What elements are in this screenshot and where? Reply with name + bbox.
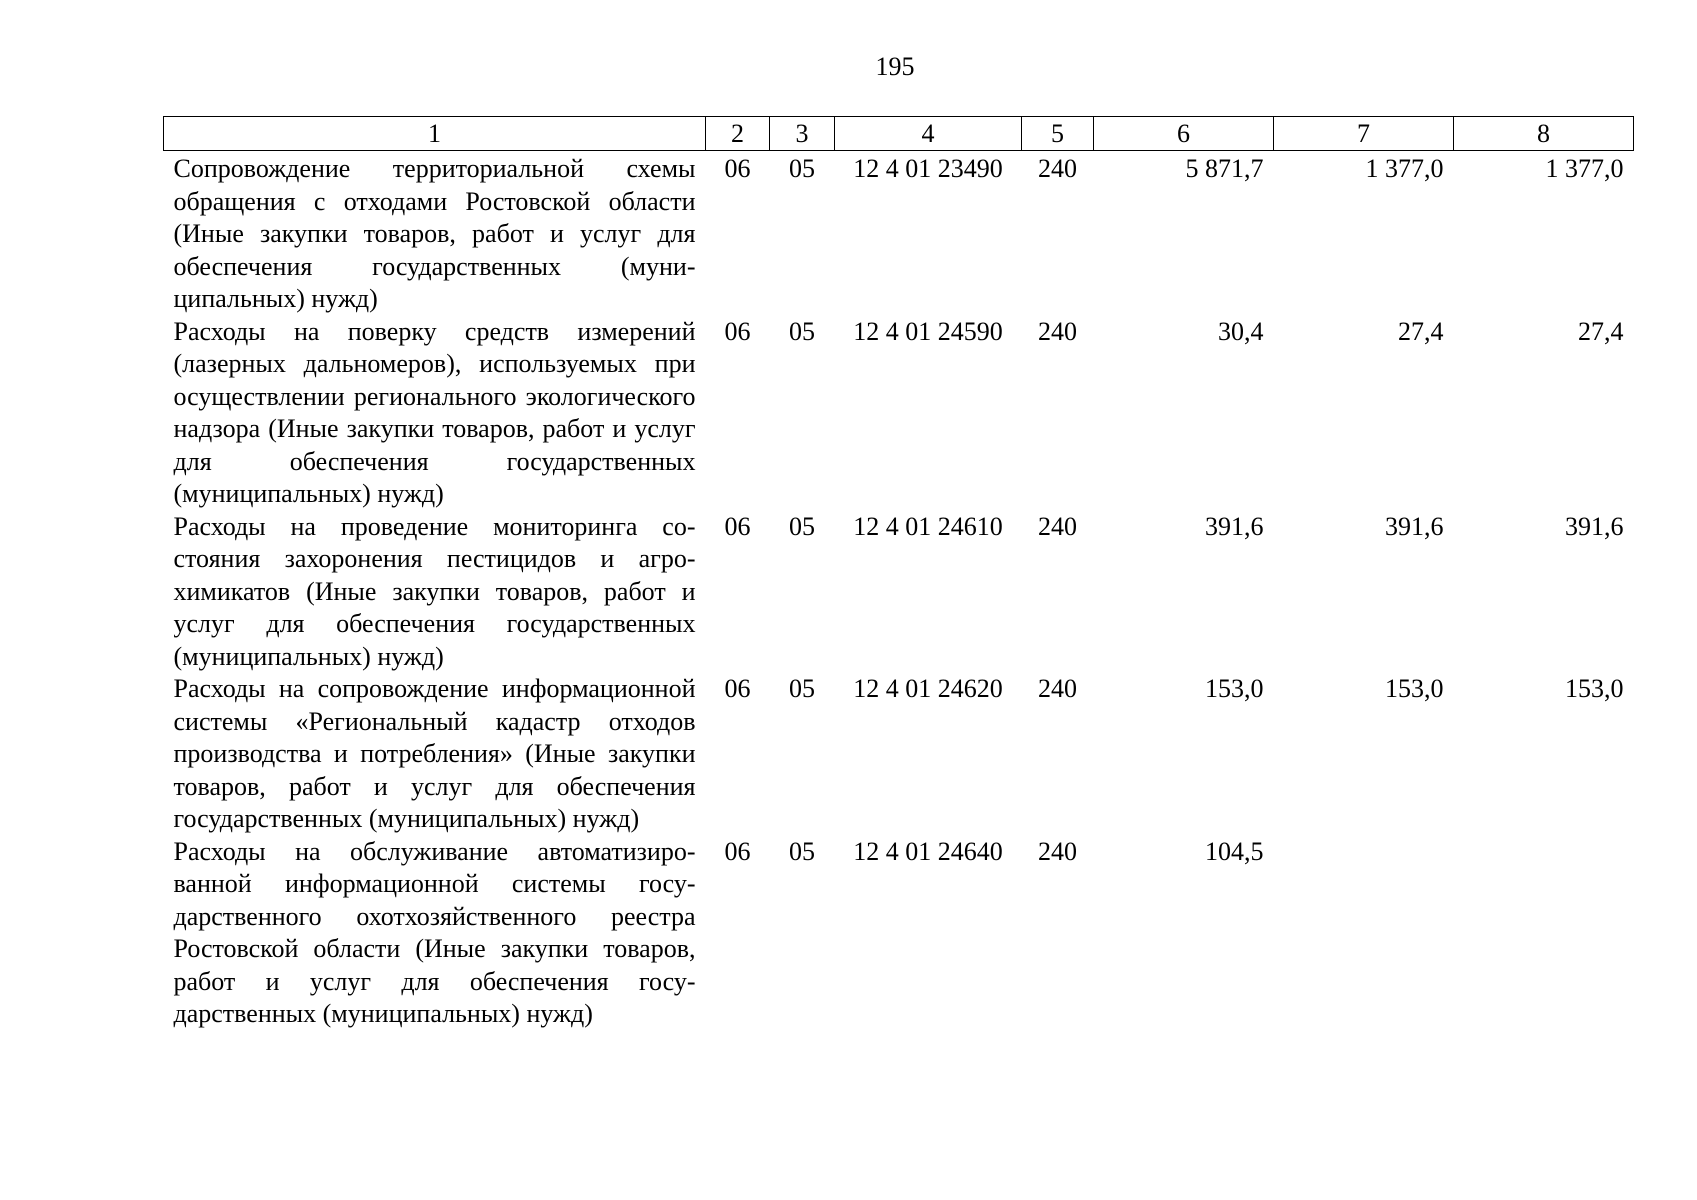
column-header: 8 (1454, 117, 1634, 151)
row-description: Расходы на поверку средств измерений (лазерных дальномеров), используемых при осуществлении регионального экологического надзора (Иные закупки товаров, работ и услуг для обеспечения государственных (муниципальных) нужд) (173, 316, 696, 508)
amount-col7 (1274, 836, 1454, 1031)
table-row (164, 151, 1634, 316)
row-description: Расходы на сопровождение информационной системы «Региональный кадастр отходов производства и потребления» (Иные закупки товаров, работ и услуг для обеспечения государственных (муниципальных) нужд) (173, 674, 696, 833)
amount-col7: 1 377,0 (1365, 154, 1444, 183)
expense-type-code: 240 (1038, 154, 1077, 183)
row-description: Расходы на проведение мониторинга состояния захоронения пестицидов и агрохимикатов (Иные закупки товаров, работ и услуг для обеспечения государственных (муниципальных) нужд) (173, 511, 696, 671)
column-header: 2 (706, 117, 770, 151)
column-header: 4 (835, 117, 1022, 151)
table-row (164, 511, 1634, 674)
column-header: 7 (1274, 117, 1454, 151)
subsection-code: 05 (789, 836, 815, 866)
row-description: Расходы на обслуживание автоматизированной информационной системы государственного охотхозяйственного реестра Ростовской области (Иные закупки товаров, работ и услуг для обеспечения государственных (муниципальных) нужд) (173, 836, 696, 1028)
subsection-code: 05 (789, 674, 815, 703)
target-article-code: 12 4 01 24610 (853, 511, 1003, 541)
column-header: 1 (164, 117, 706, 151)
amount-col6: 30,4 (1218, 316, 1264, 346)
table-row (164, 836, 1634, 1031)
amount-col8: 1 377,0 (1545, 154, 1624, 183)
section-code: 06 (724, 836, 751, 866)
amount-col7: 153,0 (1385, 674, 1444, 703)
amount-col6: 104,5 (1205, 836, 1264, 866)
subsection-code: 05 (789, 154, 815, 183)
target-article-code: 12 4 01 23490 (853, 154, 1003, 183)
amount-col7: 391,6 (1385, 511, 1444, 541)
row-description: Сопровождение территориальной схемы обращения с отходами Ростовской области (Иные закупки товаров, работ и услуг для обеспечения государственных (муниципальных) нужд) (173, 154, 696, 313)
column-header: 3 (770, 117, 835, 151)
section-code: 06 (724, 674, 751, 703)
column-header: 6 (1094, 117, 1274, 151)
amount-col8: 27,4 (1578, 316, 1624, 346)
expense-type-code: 240 (1038, 511, 1077, 541)
amount-col6: 153,0 (1205, 674, 1264, 703)
amount-col8 (1454, 836, 1634, 1031)
section-code: 06 (724, 154, 751, 183)
table-row (164, 316, 1634, 511)
target-article-code: 12 4 01 24620 (853, 674, 1003, 703)
section-code: 06 (724, 511, 751, 541)
table-row (164, 673, 1634, 836)
column-header: 5 (1022, 117, 1094, 151)
subsection-code: 05 (789, 511, 815, 541)
target-article-code: 12 4 01 24640 (853, 836, 1003, 866)
amount-col7: 27,4 (1398, 316, 1444, 346)
subsection-code: 05 (789, 316, 815, 346)
header-row (164, 117, 1634, 151)
section-code: 06 (724, 316, 751, 346)
amount-col6: 5 871,7 (1185, 154, 1264, 183)
amount-col8: 153,0 (1565, 674, 1624, 703)
page-number: 195 (875, 52, 915, 81)
budget-table (163, 116, 1634, 1031)
expense-type-code: 240 (1038, 836, 1077, 866)
expense-type-code: 240 (1038, 316, 1077, 346)
target-article-code: 12 4 01 24590 (853, 316, 1003, 346)
expense-type-code: 240 (1038, 674, 1077, 703)
amount-col8: 391,6 (1565, 511, 1624, 541)
amount-col6: 391,6 (1205, 511, 1264, 541)
